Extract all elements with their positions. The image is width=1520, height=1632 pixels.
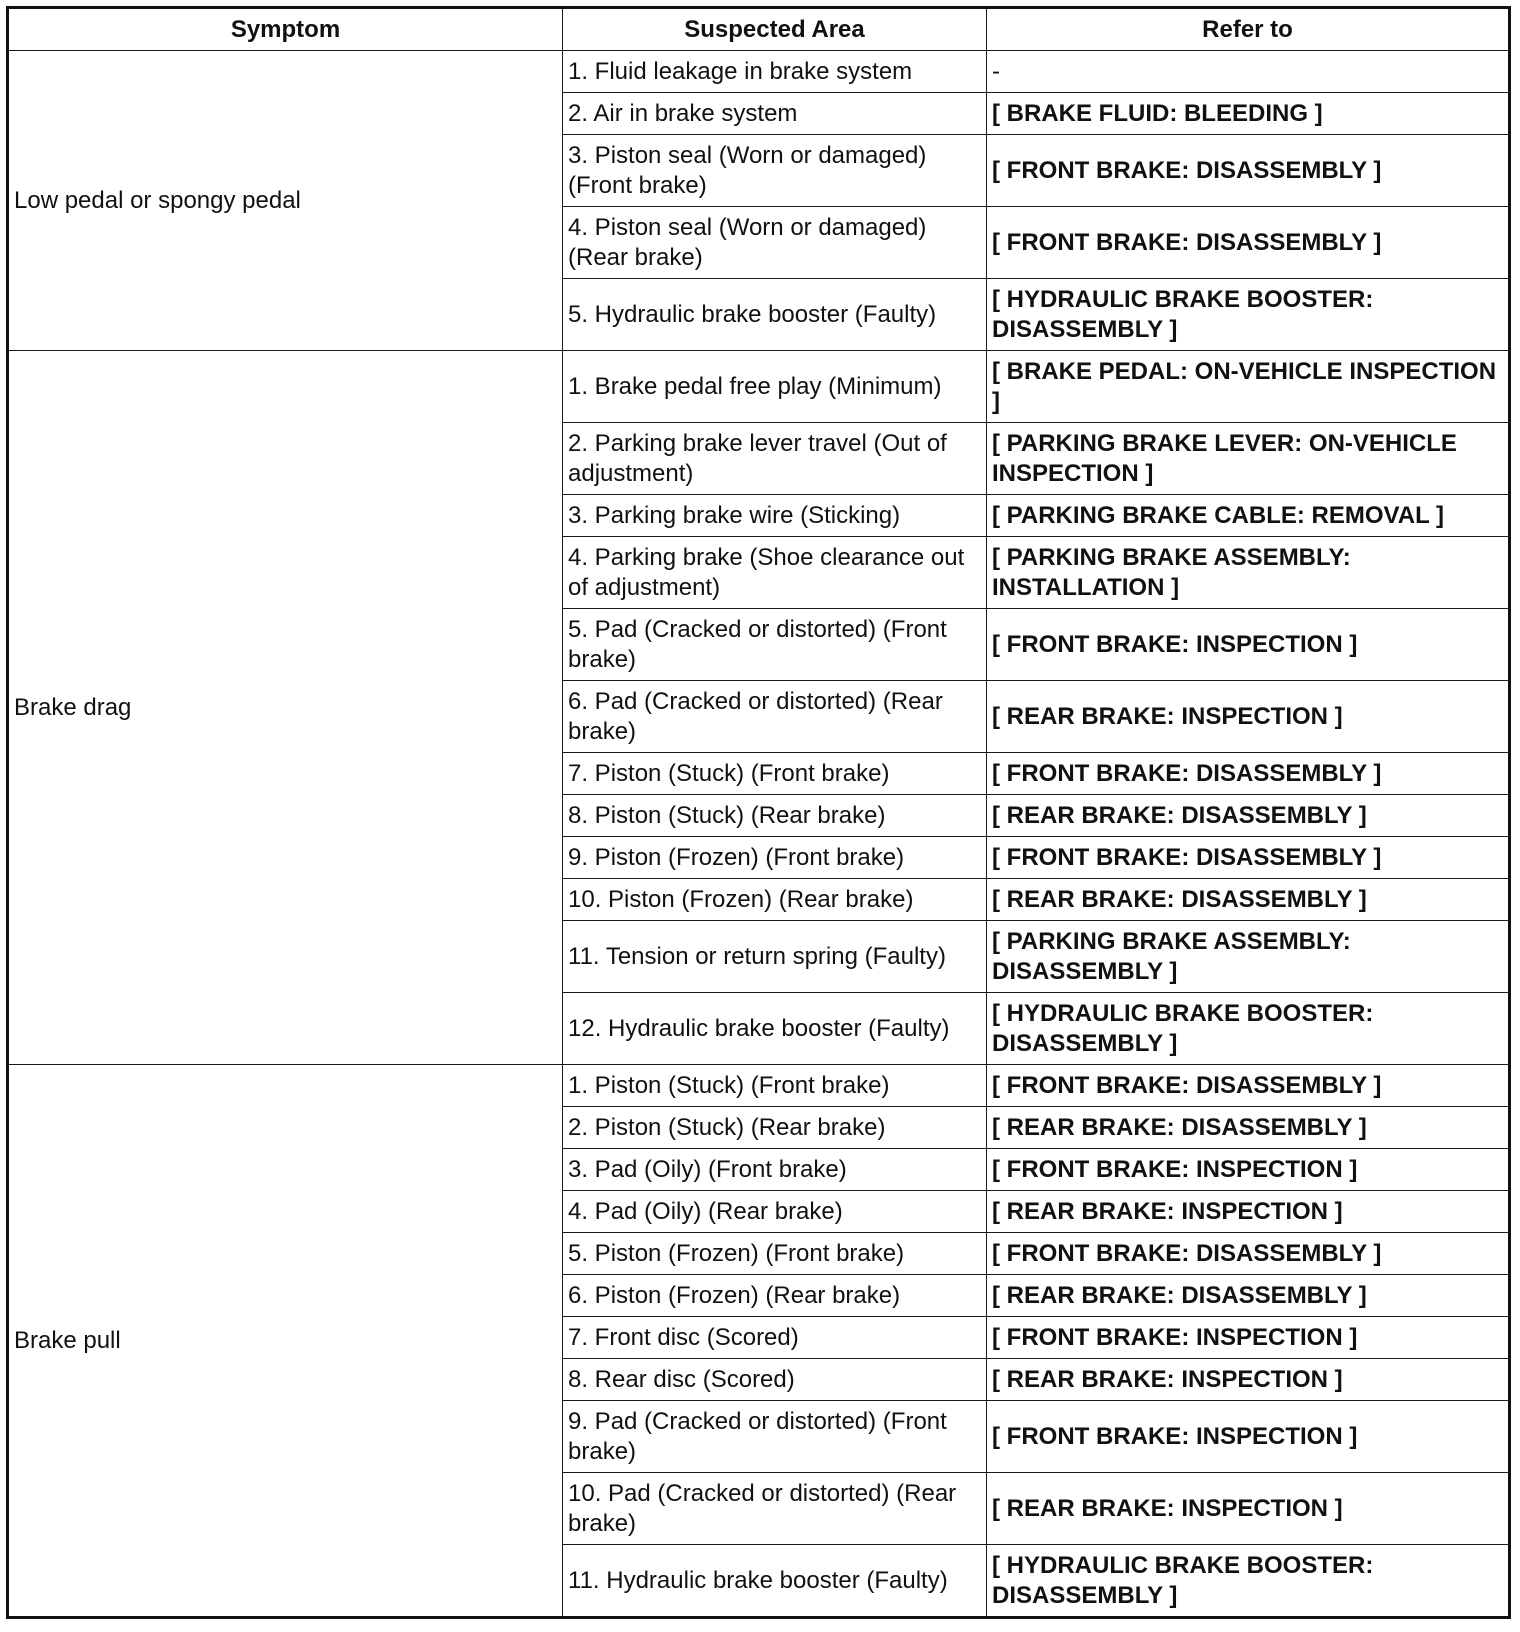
suspected-area-cell: 7. Front disc (Scored) — [563, 1317, 987, 1359]
refer-to-cell: [ HYDRAULIC BRAKE BOOSTER: DISASSEMBLY ] — [987, 1545, 1510, 1618]
header-suspected-area: Suspected Area — [563, 8, 987, 51]
suspected-area-cell: 2. Air in brake system — [563, 93, 987, 135]
suspected-area-cell: 4. Parking brake (Shoe clearance out of adjustment) — [563, 537, 987, 609]
refer-to-cell: [ FRONT BRAKE: INSPECTION ] — [987, 1401, 1510, 1473]
suspected-area-cell: 4. Piston seal (Worn or damaged) (Rear brake) — [563, 207, 987, 279]
refer-to-cell: [ REAR BRAKE: DISASSEMBLY ] — [987, 795, 1510, 837]
refer-to-cell: [ HYDRAULIC BRAKE BOOSTER: DISASSEMBLY ] — [987, 993, 1510, 1065]
refer-to-cell: [ FRONT BRAKE: DISASSEMBLY ] — [987, 1065, 1510, 1107]
suspected-area-cell: 11. Tension or return spring (Faulty) — [563, 921, 987, 993]
symptom-cell: Brake pull — [8, 1065, 563, 1618]
header-refer-to: Refer to — [987, 8, 1510, 51]
refer-to-cell: [ REAR BRAKE: DISASSEMBLY ] — [987, 1275, 1510, 1317]
refer-to-cell: [ PARKING BRAKE CABLE: REMOVAL ] — [987, 495, 1510, 537]
suspected-area-cell: 5. Piston (Frozen) (Front brake) — [563, 1233, 987, 1275]
refer-to-cell: [ REAR BRAKE: DISASSEMBLY ] — [987, 879, 1510, 921]
refer-to-cell: [ FRONT BRAKE: INSPECTION ] — [987, 609, 1510, 681]
suspected-area-cell: 10. Piston (Frozen) (Rear brake) — [563, 879, 987, 921]
suspected-area-cell: 1. Fluid leakage in brake system — [563, 51, 987, 93]
refer-to-cell: [ BRAKE FLUID: BLEEDING ] — [987, 93, 1510, 135]
suspected-area-cell: 2. Parking brake lever travel (Out of adjustment) — [563, 423, 987, 495]
refer-to-cell: [ BRAKE PEDAL: ON-VEHICLE INSPECTION ] — [987, 351, 1510, 423]
refer-to-cell: [ REAR BRAKE: INSPECTION ] — [987, 1359, 1510, 1401]
suspected-area-cell: 3. Parking brake wire (Sticking) — [563, 495, 987, 537]
refer-to-cell: [ FRONT BRAKE: DISASSEMBLY ] — [987, 135, 1510, 207]
refer-to-cell: [ FRONT BRAKE: DISASSEMBLY ] — [987, 1233, 1510, 1275]
suspected-area-cell: 7. Piston (Stuck) (Front brake) — [563, 753, 987, 795]
refer-to-cell: [ FRONT BRAKE: INSPECTION ] — [987, 1149, 1510, 1191]
refer-to-cell: [ REAR BRAKE: INSPECTION ] — [987, 681, 1510, 753]
suspected-area-cell: 10. Pad (Cracked or distorted) (Rear brake) — [563, 1473, 987, 1545]
refer-to-cell: [ PARKING BRAKE LEVER: ON-VEHICLE INSPECTION ] — [987, 423, 1510, 495]
header-row — [8, 8, 1510, 51]
suspected-area-cell: 9. Pad (Cracked or distorted) (Front brake) — [563, 1401, 987, 1473]
refer-to-cell: [ FRONT BRAKE: DISASSEMBLY ] — [987, 753, 1510, 795]
suspected-area-cell: 4. Pad (Oily) (Rear brake) — [563, 1191, 987, 1233]
symptom-cell: Low pedal or spongy pedal — [8, 51, 563, 351]
refer-to-cell: [ PARKING BRAKE ASSEMBLY: INSTALLATION ] — [987, 537, 1510, 609]
suspected-area-cell: 6. Piston (Frozen) (Rear brake) — [563, 1275, 987, 1317]
suspected-area-cell: 5. Pad (Cracked or distorted) (Front brake) — [563, 609, 987, 681]
symptom-cell: Brake drag — [8, 351, 563, 1065]
suspected-area-cell: 12. Hydraulic brake booster (Faulty) — [563, 993, 987, 1065]
table-row — [8, 351, 1510, 423]
refer-to-cell: [ REAR BRAKE: DISASSEMBLY ] — [987, 1107, 1510, 1149]
header-symptom: Symptom — [8, 8, 563, 51]
suspected-area-cell: 6. Pad (Cracked or distorted) (Rear brake) — [563, 681, 987, 753]
suspected-area-cell: 8. Piston (Stuck) (Rear brake) — [563, 795, 987, 837]
suspected-area-cell: 3. Pad (Oily) (Front brake) — [563, 1149, 987, 1191]
suspected-area-cell: 1. Brake pedal free play (Minimum) — [563, 351, 987, 423]
suspected-area-cell: 2. Piston (Stuck) (Rear brake) — [563, 1107, 987, 1149]
troubleshooting-table — [6, 6, 1511, 1619]
suspected-area-cell: 11. Hydraulic brake booster (Faulty) — [563, 1545, 987, 1618]
refer-to-cell: [ REAR BRAKE: INSPECTION ] — [987, 1473, 1510, 1545]
refer-to-cell: [ FRONT BRAKE: DISASSEMBLY ] — [987, 207, 1510, 279]
suspected-area-cell: 8. Rear disc (Scored) — [563, 1359, 987, 1401]
table-row — [8, 1065, 1510, 1107]
suspected-area-cell: 5. Hydraulic brake booster (Faulty) — [563, 279, 987, 351]
table-body — [8, 51, 1510, 1618]
refer-to-cell: [ FRONT BRAKE: INSPECTION ] — [987, 1317, 1510, 1359]
suspected-area-cell: 1. Piston (Stuck) (Front brake) — [563, 1065, 987, 1107]
refer-to-cell: [ HYDRAULIC BRAKE BOOSTER: DISASSEMBLY ] — [987, 279, 1510, 351]
refer-to-cell: [ FRONT BRAKE: DISASSEMBLY ] — [987, 837, 1510, 879]
suspected-area-cell: 9. Piston (Frozen) (Front brake) — [563, 837, 987, 879]
refer-to-cell: [ REAR BRAKE: INSPECTION ] — [987, 1191, 1510, 1233]
suspected-area-cell: 3. Piston seal (Worn or damaged) (Front brake) — [563, 135, 987, 207]
refer-to-cell: [ PARKING BRAKE ASSEMBLY: DISASSEMBLY ] — [987, 921, 1510, 993]
refer-to-cell: - — [987, 51, 1510, 93]
table-row — [8, 51, 1510, 93]
